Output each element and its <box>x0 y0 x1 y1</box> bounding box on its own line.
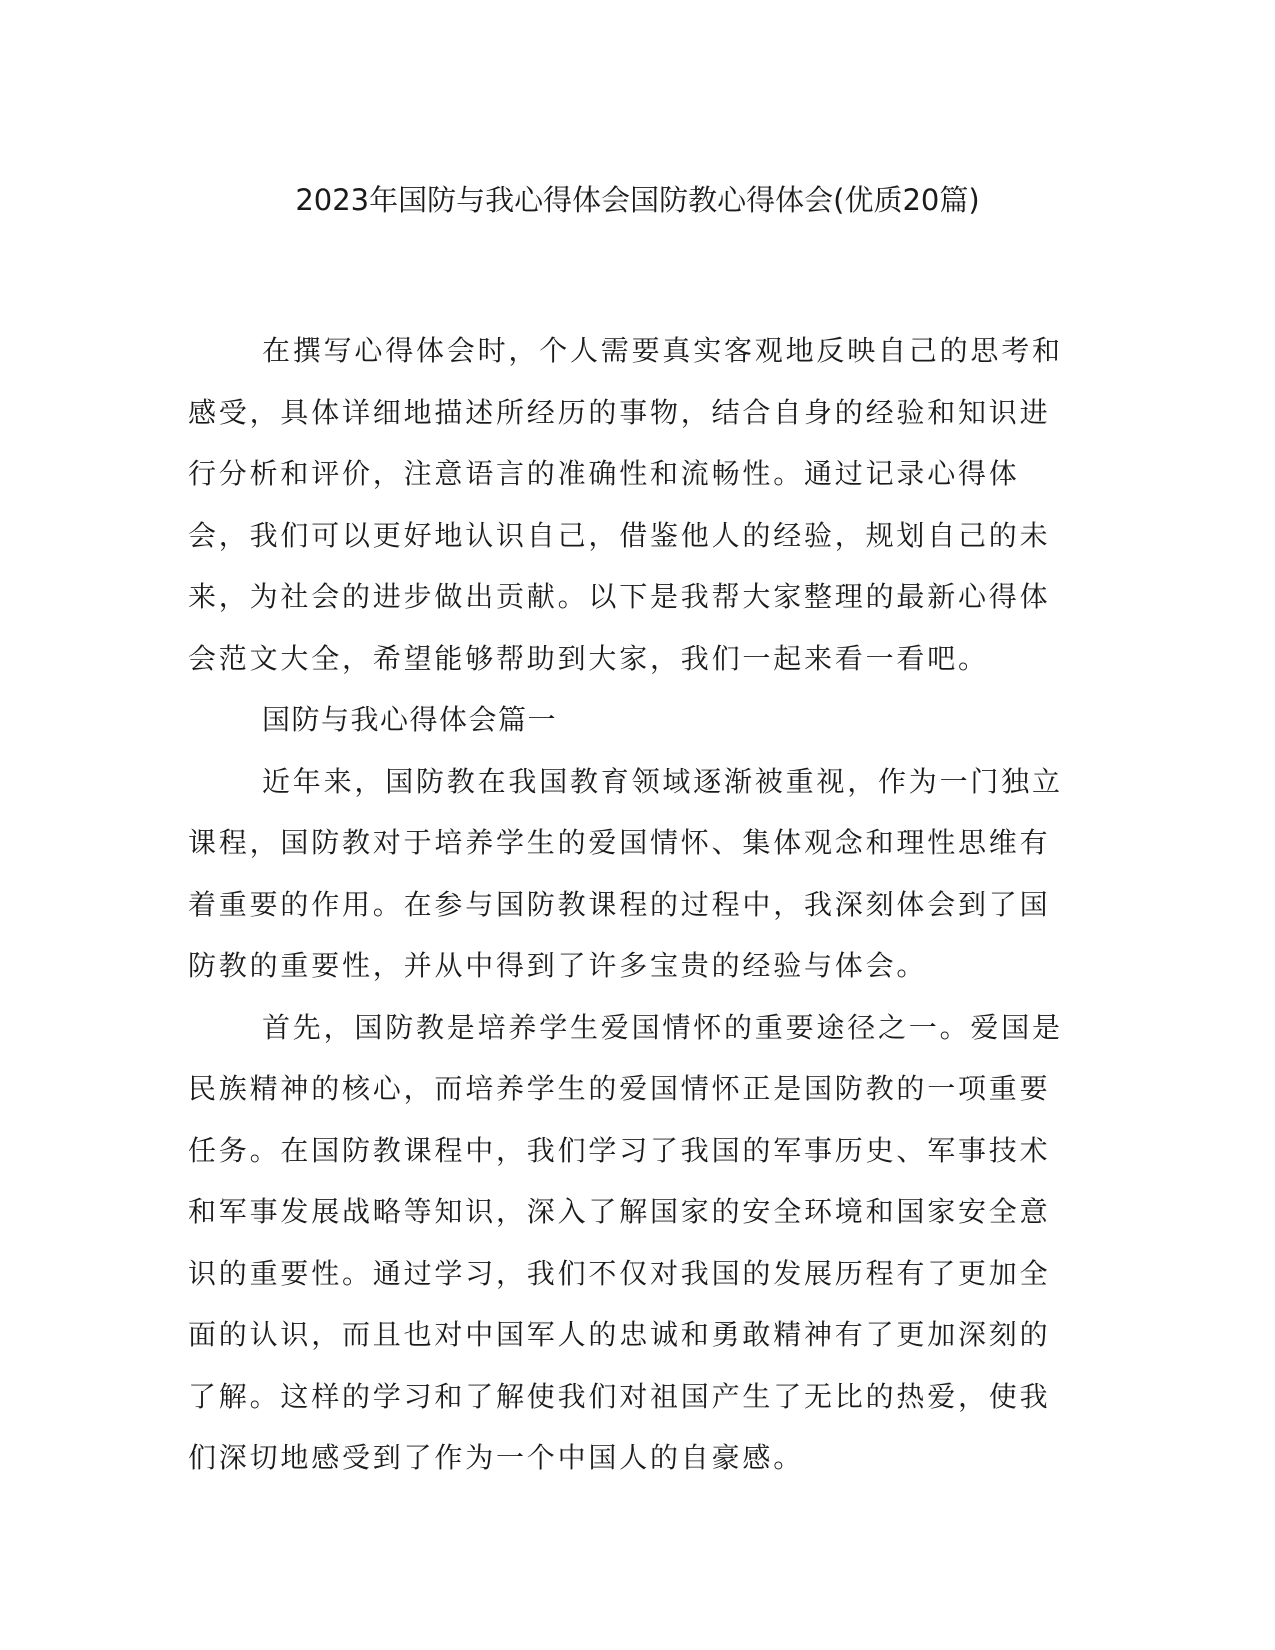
document-title: 2023年国防与我心得体会国防教心得体会(优质20篇) <box>295 183 980 217</box>
body-paragraph-2: 首先，国防教是培养学生爱国情怀的重要途径之一。爱国是民族精神的核心，而培养学生的爱国情怀正是国防教的一项重要任务。在国防教课程中，我们学习了我国的军事历史、军事技术和军事发展战略等知识，深入了解国家的安全环境和国家安全意识的重要性。通过学习，我们不仅对我国的发展历程有了更加全面的认识，而且也对中国军人的忠诚和勇敢精神有了更加深刻的了解。这样的学习和了解使我们对祖国产生了无比的热爱，使我们深切地感受到了作为一个中国人的自豪感。 <box>188 1010 1063 1474</box>
body-paragraph-1: 近年来，国防教在我国教育领域逐渐被重视，作为一门独立课程，国防教对于培养学生的爱国情怀、集体观念和理性思维有着重要的作用。在参与国防教课程的过程中，我深刻体会到了国防教的重要性，并从中得到了许多宝贵的经验与体会。 <box>188 764 1063 982</box>
document-body <box>188 320 1068 1489</box>
intro-paragraph: 在撰写心得体会时，个人需要真实客观地反映自己的思考和感受，具体详细地描述所经历的事物，结合自身的经验和知识进行分析和评价，注意语言的准确性和流畅性。通过记录心得体会，我们可以更好地认识自己，借鉴他人的经验，规划自己的未来，为社会的进步做出贡献。以下是我帮大家整理的最新心得体会范文大全，希望能够帮助到大家，我们一起来看一看吧。 <box>188 334 1063 675</box>
section-heading: 国防与我心得体会篇一 <box>262 703 558 736</box>
